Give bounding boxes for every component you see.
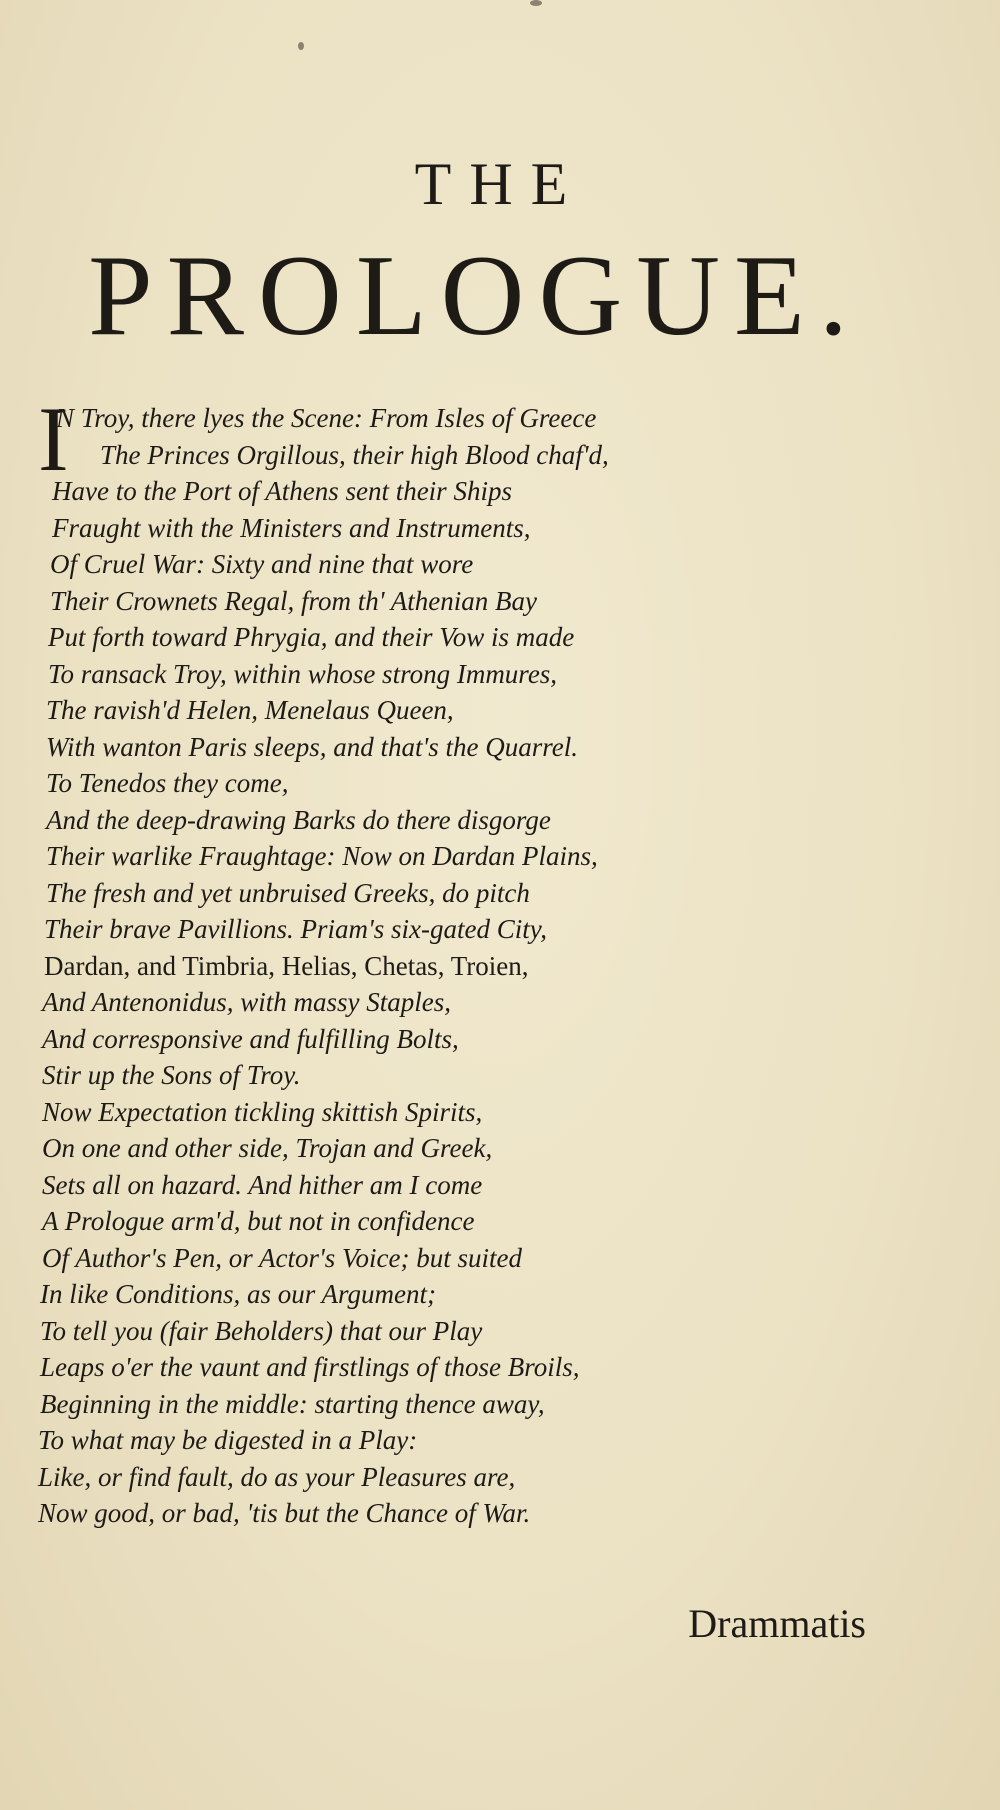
poem-line: Put forth toward Phrygia, and their Vow is made (48, 622, 575, 652)
poem-line: In like Conditions, as our Argument; (40, 1279, 436, 1309)
prologue-poem (38, 388, 938, 1532)
poem-line: The Princes Orgillous, their high Blood chaf'd, (100, 439, 609, 470)
poem-line: The fresh and yet unbruised Greeks, do pitch (46, 877, 530, 908)
poem-line: To ransack Troy, within whose strong Immures, (48, 658, 558, 689)
poem-line: Their Crownets Regal, from th' Athenian Bay (50, 585, 538, 616)
poem-line: And Antenonidus, with massy Staples, (42, 987, 451, 1017)
poem-line: The ravish'd Helen, Menelaus Queen, (46, 695, 454, 725)
poem-line: Fraught with the Ministers and Instruments, (52, 512, 531, 543)
poem-line: Their warlike Fraughtage: Now on Dardan Plains, (46, 841, 598, 871)
poem-line: With wanton Paris sleeps, and that's the Quarrel. (46, 731, 579, 762)
poem-line: Like, or find fault, do as your Pleasures are, (38, 1461, 516, 1492)
ink-speck (530, 0, 542, 6)
poem-line: Now good, or bad, 'tis but the Chance of War. (38, 1498, 531, 1528)
catchword: Drammatis (688, 1601, 866, 1646)
poem-line: To Tenedos they come, (46, 768, 289, 798)
poem-line: Of Cruel War: Sixty and nine that wore (50, 549, 474, 579)
poem-line: On one and other side, Trojan and Greek, (42, 1133, 493, 1163)
title-prologue: PROLOGUE. (88, 232, 862, 360)
poem-line: To tell you (fair Beholders) that our Play (40, 1315, 483, 1346)
poem-line: To what may be digested in a Play: (38, 1425, 418, 1455)
poem-line: N Troy, there lyes the Scene: From Isles of Greece (56, 403, 597, 433)
ink-speck (298, 42, 304, 50)
poem-line: Dardan, and Timbria, Helias, Chetas, Troien, (44, 950, 529, 981)
drop-cap: I (38, 388, 69, 490)
poem-line: Now Expectation tickling skittish Spirits, (42, 1096, 483, 1127)
poem-line: Stir up the Sons of Troy. (42, 1060, 301, 1090)
poem-line: Sets all on hazard. And hither am I come (42, 1169, 483, 1200)
poem-line: Leaps o'er the vaunt and firstlings of those Broils, (40, 1352, 580, 1382)
poem-line: And the deep-drawing Barks do there disgorge (46, 804, 551, 835)
poem-line: Their brave Pavillions. Priam's six-gated City, (44, 914, 547, 944)
title-the: THE (414, 151, 586, 217)
poem-line: A Prologue arm'd, but not in confidence (42, 1206, 475, 1236)
poem-line: Beginning in the middle: starting thence away, (40, 1388, 545, 1419)
poem-line: And corresponsive and fulfilling Bolts, (42, 1023, 459, 1054)
poem-line: Have to the Port of Athens sent their Ships (52, 476, 512, 506)
poem-line: Of Author's Pen, or Actor's Voice; but suited (42, 1242, 523, 1273)
